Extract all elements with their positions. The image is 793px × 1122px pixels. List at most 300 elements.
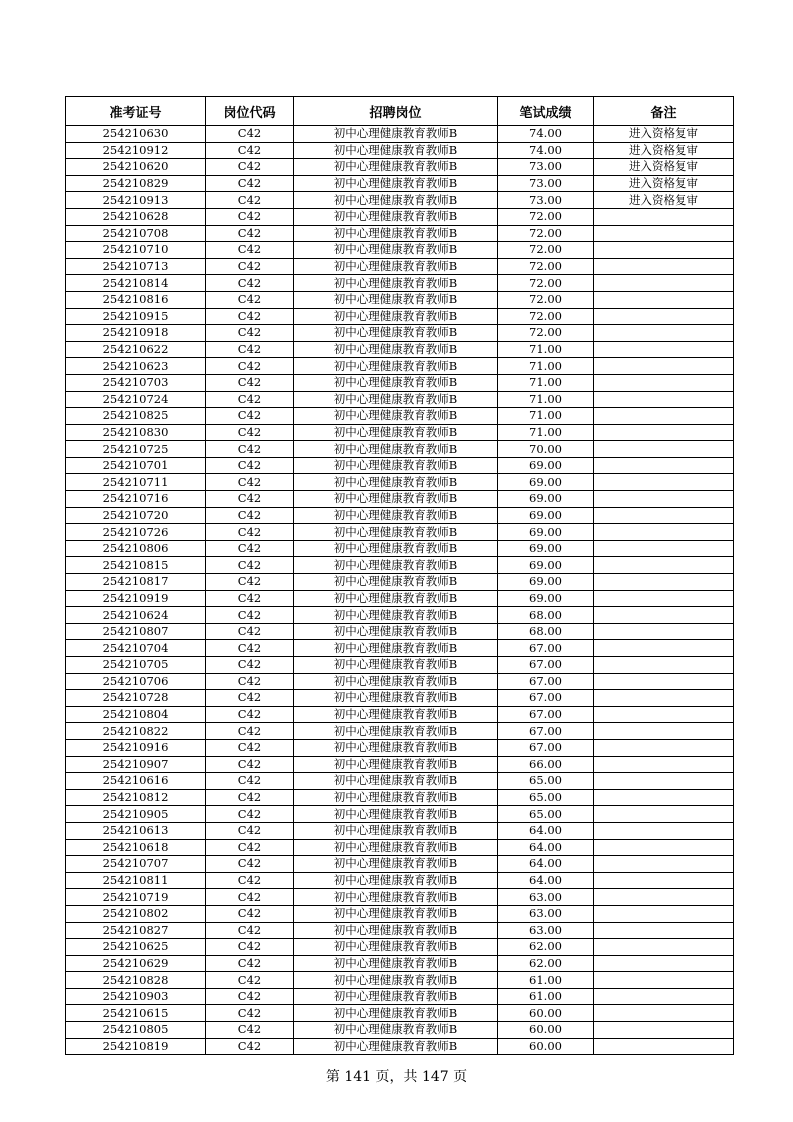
- table-row: [66, 159, 734, 176]
- position-code-cell: C42: [206, 258, 294, 275]
- remark-cell: [594, 524, 734, 541]
- remark-cell: [594, 955, 734, 972]
- position-code-cell: C42: [206, 839, 294, 856]
- position-cell: 初中心理健康教育教师B: [294, 988, 498, 1005]
- table-header-row: [66, 97, 734, 126]
- remark-cell: [594, 590, 734, 607]
- table-row: [66, 972, 734, 989]
- table-row: [66, 756, 734, 773]
- exam-id-cell: 254210708: [66, 225, 206, 242]
- position-cell: 初中心理健康教育教师B: [294, 822, 498, 839]
- exam-id-cell: 254210805: [66, 1022, 206, 1039]
- table-row: [66, 607, 734, 624]
- written-score-cell: 71.00: [498, 341, 594, 358]
- position-code-cell: C42: [206, 358, 294, 375]
- position-code-cell: C42: [206, 673, 294, 690]
- position-cell: 初中心理健康教育教师B: [294, 540, 498, 557]
- written-score-cell: 61.00: [498, 972, 594, 989]
- remark-cell: [594, 806, 734, 823]
- remark-cell: [594, 657, 734, 674]
- exam-id-cell: 254210819: [66, 1038, 206, 1055]
- table-row: [66, 574, 734, 591]
- position-cell: 初中心理健康教育教师B: [294, 1038, 498, 1055]
- table-row: [66, 939, 734, 956]
- table-row: [66, 690, 734, 707]
- written-score-cell: 67.00: [498, 673, 594, 690]
- table-row: [66, 441, 734, 458]
- position-cell: 初中心理健康教育教师B: [294, 607, 498, 624]
- table-row: [66, 424, 734, 441]
- table-row: [66, 872, 734, 889]
- position-code-cell: C42: [206, 657, 294, 674]
- position-code-cell: C42: [206, 922, 294, 939]
- remark-cell: 进入资格复审: [594, 126, 734, 143]
- position-code-cell: C42: [206, 341, 294, 358]
- table-row: [66, 789, 734, 806]
- position-cell: 初中心理健康教育教师B: [294, 590, 498, 607]
- position-cell: 初中心理健康教育教师B: [294, 839, 498, 856]
- table-row: [66, 507, 734, 524]
- written-score-cell: 67.00: [498, 690, 594, 707]
- position-code-cell: C42: [206, 159, 294, 176]
- written-score-cell: 60.00: [498, 1038, 594, 1055]
- remark-cell: [594, 441, 734, 458]
- position-code-cell: C42: [206, 972, 294, 989]
- remark-cell: [594, 607, 734, 624]
- table-row: [66, 275, 734, 292]
- table-row: [66, 142, 734, 159]
- exam-id-cell: 254210812: [66, 789, 206, 806]
- position-code-cell: C42: [206, 491, 294, 508]
- written-score-cell: 72.00: [498, 275, 594, 292]
- written-score-cell: 67.00: [498, 640, 594, 657]
- table-row: [66, 1005, 734, 1022]
- remark-cell: 进入资格复审: [594, 142, 734, 159]
- position-code-cell: C42: [206, 574, 294, 591]
- position-code-cell: C42: [206, 408, 294, 425]
- written-score-cell: 72.00: [498, 325, 594, 342]
- position-cell: 初中心理健康教育教师B: [294, 806, 498, 823]
- written-score-cell: 69.00: [498, 540, 594, 557]
- table-row: [66, 291, 734, 308]
- position-cell: 初中心理健康教育教师B: [294, 441, 498, 458]
- remark-cell: [594, 939, 734, 956]
- position-code-cell: C42: [206, 242, 294, 259]
- table-row: [66, 341, 734, 358]
- exam-id-cell: 254210628: [66, 208, 206, 225]
- position-cell: 初中心理健康教育教师B: [294, 889, 498, 906]
- exam-id-cell: 254210703: [66, 374, 206, 391]
- position-code-cell: C42: [206, 192, 294, 209]
- table-row: [66, 1022, 734, 1039]
- position-code-cell: C42: [206, 739, 294, 756]
- position-code-cell: C42: [206, 441, 294, 458]
- written-score-cell: 67.00: [498, 723, 594, 740]
- table-row: [66, 408, 734, 425]
- exam-id-cell: 254210625: [66, 939, 206, 956]
- position-code-cell: C42: [206, 126, 294, 143]
- table-row: [66, 988, 734, 1005]
- position-cell: 初中心理健康教育教师B: [294, 308, 498, 325]
- written-score-cell: 65.00: [498, 806, 594, 823]
- position-code-cell: C42: [206, 623, 294, 640]
- position-cell: 初中心理健康教育教师B: [294, 673, 498, 690]
- written-score-cell: 71.00: [498, 374, 594, 391]
- exam-id-cell: 254210623: [66, 358, 206, 375]
- written-score-cell: 69.00: [498, 590, 594, 607]
- position-cell: 初中心理健康教育教师B: [294, 756, 498, 773]
- exam-id-cell: 254210618: [66, 839, 206, 856]
- written-score-cell: 69.00: [498, 524, 594, 541]
- remark-cell: [594, 391, 734, 408]
- exam-id-cell: 254210827: [66, 922, 206, 939]
- table-row: [66, 175, 734, 192]
- written-score-cell: 60.00: [498, 1005, 594, 1022]
- written-score-cell: 67.00: [498, 739, 594, 756]
- position-code-cell: C42: [206, 507, 294, 524]
- written-score-cell: 71.00: [498, 408, 594, 425]
- remark-cell: [594, 574, 734, 591]
- position-code-cell: C42: [206, 557, 294, 574]
- exam-id-cell: 254210711: [66, 474, 206, 491]
- exam-id-cell: 254210620: [66, 159, 206, 176]
- written-score-cell: 63.00: [498, 905, 594, 922]
- position-cell: 初中心理健康教育教师B: [294, 208, 498, 225]
- exam-id-cell: 254210716: [66, 491, 206, 508]
- position-code-cell: C42: [206, 988, 294, 1005]
- written-score-cell: 67.00: [498, 657, 594, 674]
- written-score-cell: 63.00: [498, 922, 594, 939]
- table-body: [66, 126, 734, 1055]
- position-code-cell: C42: [206, 1005, 294, 1022]
- position-code-cell: C42: [206, 208, 294, 225]
- position-cell: 初中心理健康教育教师B: [294, 258, 498, 275]
- remark-cell: [594, 225, 734, 242]
- position-cell: 初中心理健康教育教师B: [294, 789, 498, 806]
- exam-id-cell: 254210825: [66, 408, 206, 425]
- table-row: [66, 225, 734, 242]
- exam-id-cell: 254210802: [66, 905, 206, 922]
- table-row: [66, 208, 734, 225]
- remark-cell: [594, 723, 734, 740]
- position-code-cell: C42: [206, 806, 294, 823]
- position-cell: 初中心理健康教育教师B: [294, 474, 498, 491]
- exam-id-cell: 254210804: [66, 706, 206, 723]
- page-footer: 第 141 页，共 147 页: [325, 1069, 468, 1085]
- position-cell: 初中心理健康教育教师B: [294, 1005, 498, 1022]
- remark-cell: [594, 1038, 734, 1055]
- position-code-cell: C42: [206, 640, 294, 657]
- position-code-cell: C42: [206, 325, 294, 342]
- remark-cell: [594, 308, 734, 325]
- table-row: [66, 739, 734, 756]
- remark-cell: [594, 291, 734, 308]
- written-score-cell: 71.00: [498, 424, 594, 441]
- exam-id-cell: 254210629: [66, 955, 206, 972]
- remark-cell: [594, 358, 734, 375]
- header-remark: 备注: [594, 97, 734, 126]
- remark-cell: 进入资格复审: [594, 175, 734, 192]
- remark-cell: [594, 690, 734, 707]
- position-code-cell: C42: [206, 291, 294, 308]
- exam-id-cell: 254210912: [66, 142, 206, 159]
- table-row: [66, 706, 734, 723]
- remark-cell: [594, 856, 734, 873]
- remark-cell: [594, 325, 734, 342]
- written-score-cell: 72.00: [498, 225, 594, 242]
- remark-cell: 进入资格复审: [594, 192, 734, 209]
- position-cell: 初中心理健康教育教师B: [294, 358, 498, 375]
- table-row: [66, 723, 734, 740]
- remark-cell: [594, 773, 734, 790]
- table-row: [66, 955, 734, 972]
- remark-cell: [594, 789, 734, 806]
- written-score-cell: 69.00: [498, 457, 594, 474]
- table-row: [66, 457, 734, 474]
- position-code-cell: C42: [206, 773, 294, 790]
- remark-cell: [594, 839, 734, 856]
- table-row: [66, 242, 734, 259]
- exam-id-cell: 254210828: [66, 972, 206, 989]
- position-code-cell: C42: [206, 374, 294, 391]
- exam-id-cell: 254210916: [66, 739, 206, 756]
- written-score-cell: 60.00: [498, 1022, 594, 1039]
- remark-cell: [594, 242, 734, 259]
- table-row: [66, 491, 734, 508]
- position-cell: 初中心理健康教育教师B: [294, 175, 498, 192]
- exam-id-cell: 254210704: [66, 640, 206, 657]
- table-row: [66, 822, 734, 839]
- table-row: [66, 922, 734, 939]
- table-row: [66, 806, 734, 823]
- position-cell: 初中心理健康教育教师B: [294, 657, 498, 674]
- position-code-cell: C42: [206, 723, 294, 740]
- remark-cell: [594, 208, 734, 225]
- table-row: [66, 192, 734, 209]
- position-cell: 初中心理健康教育教师B: [294, 939, 498, 956]
- remark-cell: [594, 872, 734, 889]
- table-row: [66, 374, 734, 391]
- position-cell: 初中心理健康教育教师B: [294, 275, 498, 292]
- written-score-cell: 72.00: [498, 308, 594, 325]
- exam-id-cell: 254210815: [66, 557, 206, 574]
- position-code-cell: C42: [206, 275, 294, 292]
- remark-cell: 进入资格复审: [594, 159, 734, 176]
- table-row: [66, 474, 734, 491]
- remark-cell: [594, 507, 734, 524]
- position-cell: 初中心理健康教育教师B: [294, 524, 498, 541]
- position-cell: 初中心理健康教育教师B: [294, 408, 498, 425]
- position-cell: 初中心理健康教育教师B: [294, 192, 498, 209]
- position-cell: 初中心理健康教育教师B: [294, 225, 498, 242]
- position-cell: 初中心理健康教育教师B: [294, 739, 498, 756]
- position-cell: 初中心理健康教育教师B: [294, 391, 498, 408]
- exam-id-cell: 254210918: [66, 325, 206, 342]
- position-code-cell: C42: [206, 1038, 294, 1055]
- position-code-cell: C42: [206, 789, 294, 806]
- position-code-cell: C42: [206, 474, 294, 491]
- written-score-cell: 69.00: [498, 557, 594, 574]
- position-code-cell: C42: [206, 142, 294, 159]
- position-cell: 初中心理健康教育教师B: [294, 872, 498, 889]
- remark-cell: [594, 706, 734, 723]
- table-row: [66, 308, 734, 325]
- exam-id-cell: 254210913: [66, 192, 206, 209]
- position-code-cell: C42: [206, 391, 294, 408]
- table-row: [66, 557, 734, 574]
- position-cell: 初中心理健康教育教师B: [294, 723, 498, 740]
- position-code-cell: C42: [206, 524, 294, 541]
- position-cell: 初中心理健康教育教师B: [294, 690, 498, 707]
- header-position: 招聘岗位: [294, 97, 498, 126]
- remark-cell: [594, 424, 734, 441]
- written-score-cell: 69.00: [498, 491, 594, 508]
- table-row: [66, 590, 734, 607]
- written-score-cell: 66.00: [498, 756, 594, 773]
- remark-cell: [594, 374, 734, 391]
- table-row: [66, 640, 734, 657]
- position-code-cell: C42: [206, 690, 294, 707]
- position-cell: 初中心理健康教育教师B: [294, 922, 498, 939]
- exam-id-cell: 254210728: [66, 690, 206, 707]
- table-row: [66, 623, 734, 640]
- exam-id-cell: 254210903: [66, 988, 206, 1005]
- written-score-cell: 72.00: [498, 208, 594, 225]
- position-code-cell: C42: [206, 706, 294, 723]
- position-code-cell: C42: [206, 756, 294, 773]
- remark-cell: [594, 408, 734, 425]
- remark-cell: [594, 889, 734, 906]
- position-cell: 初中心理健康教育教师B: [294, 955, 498, 972]
- position-code-cell: C42: [206, 424, 294, 441]
- score-table-container: [65, 96, 733, 1055]
- remark-cell: [594, 1022, 734, 1039]
- position-code-cell: C42: [206, 822, 294, 839]
- table-row: [66, 773, 734, 790]
- exam-id-cell: 254210624: [66, 607, 206, 624]
- table-row: [66, 1038, 734, 1055]
- written-score-cell: 68.00: [498, 607, 594, 624]
- position-cell: 初中心理健康教育教师B: [294, 126, 498, 143]
- remark-cell: [594, 341, 734, 358]
- remark-cell: [594, 258, 734, 275]
- written-score-cell: 70.00: [498, 441, 594, 458]
- exam-id-cell: 254210811: [66, 872, 206, 889]
- header-exam-id: 准考证号: [66, 97, 206, 126]
- written-score-cell: 69.00: [498, 474, 594, 491]
- exam-id-cell: 254210615: [66, 1005, 206, 1022]
- written-score-cell: 63.00: [498, 889, 594, 906]
- position-cell: 初中心理健康教育教师B: [294, 142, 498, 159]
- exam-id-cell: 254210616: [66, 773, 206, 790]
- written-score-cell: 73.00: [498, 175, 594, 192]
- table-row: [66, 540, 734, 557]
- table-row: [66, 391, 734, 408]
- position-cell: 初中心理健康教育教师B: [294, 341, 498, 358]
- position-cell: 初中心理健康教育教师B: [294, 457, 498, 474]
- exam-id-cell: 254210817: [66, 574, 206, 591]
- position-code-cell: C42: [206, 457, 294, 474]
- exam-id-cell: 254210919: [66, 590, 206, 607]
- exam-id-cell: 254210706: [66, 673, 206, 690]
- written-score-cell: 72.00: [498, 258, 594, 275]
- remark-cell: [594, 988, 734, 1005]
- table-row: [66, 358, 734, 375]
- exam-id-cell: 254210720: [66, 507, 206, 524]
- exam-id-cell: 254210814: [66, 275, 206, 292]
- position-code-cell: C42: [206, 225, 294, 242]
- written-score-cell: 64.00: [498, 822, 594, 839]
- position-cell: 初中心理健康教育教师B: [294, 640, 498, 657]
- exam-id-cell: 254210907: [66, 756, 206, 773]
- table-row: [66, 258, 734, 275]
- written-score-cell: 61.00: [498, 988, 594, 1005]
- written-score-cell: 74.00: [498, 142, 594, 159]
- remark-cell: [594, 275, 734, 292]
- position-cell: 初中心理健康教育教师B: [294, 1022, 498, 1039]
- exam-id-cell: 254210725: [66, 441, 206, 458]
- position-code-cell: C42: [206, 1022, 294, 1039]
- table-row: [66, 524, 734, 541]
- position-cell: 初中心理健康教育教师B: [294, 374, 498, 391]
- remark-cell: [594, 756, 734, 773]
- table-row: [66, 839, 734, 856]
- position-cell: 初中心理健康教育教师B: [294, 242, 498, 259]
- written-score-cell: 71.00: [498, 358, 594, 375]
- position-cell: 初中心理健康教育教师B: [294, 291, 498, 308]
- written-score-cell: 62.00: [498, 955, 594, 972]
- position-code-cell: C42: [206, 872, 294, 889]
- position-code-cell: C42: [206, 856, 294, 873]
- written-score-cell: 64.00: [498, 856, 594, 873]
- position-cell: 初中心理健康教育教师B: [294, 856, 498, 873]
- position-cell: 初中心理健康教育教师B: [294, 905, 498, 922]
- position-code-cell: C42: [206, 889, 294, 906]
- remark-cell: [594, 739, 734, 756]
- remark-cell: [594, 905, 734, 922]
- exam-id-cell: 254210816: [66, 291, 206, 308]
- exam-id-cell: 254210630: [66, 126, 206, 143]
- remark-cell: [594, 623, 734, 640]
- table-row: [66, 889, 734, 906]
- written-score-cell: 72.00: [498, 242, 594, 259]
- exam-id-cell: 254210726: [66, 524, 206, 541]
- position-cell: 初中心理健康教育教师B: [294, 491, 498, 508]
- table-row: [66, 325, 734, 342]
- exam-id-cell: 254210707: [66, 856, 206, 873]
- score-table: [65, 96, 734, 1055]
- remark-cell: [594, 640, 734, 657]
- position-code-cell: C42: [206, 905, 294, 922]
- exam-id-cell: 254210613: [66, 822, 206, 839]
- position-code-cell: C42: [206, 590, 294, 607]
- remark-cell: [594, 540, 734, 557]
- table-row: [66, 905, 734, 922]
- position-code-cell: C42: [206, 955, 294, 972]
- position-cell: 初中心理健康教育教师B: [294, 424, 498, 441]
- header-position-code: 岗位代码: [206, 97, 294, 126]
- table-row: [66, 657, 734, 674]
- written-score-cell: 71.00: [498, 391, 594, 408]
- position-cell: 初中心理健康教育教师B: [294, 574, 498, 591]
- exam-id-cell: 254210905: [66, 806, 206, 823]
- position-cell: 初中心理健康教育教师B: [294, 325, 498, 342]
- remark-cell: [594, 457, 734, 474]
- position-code-cell: C42: [206, 175, 294, 192]
- exam-id-cell: 254210806: [66, 540, 206, 557]
- written-score-cell: 67.00: [498, 706, 594, 723]
- exam-id-cell: 254210701: [66, 457, 206, 474]
